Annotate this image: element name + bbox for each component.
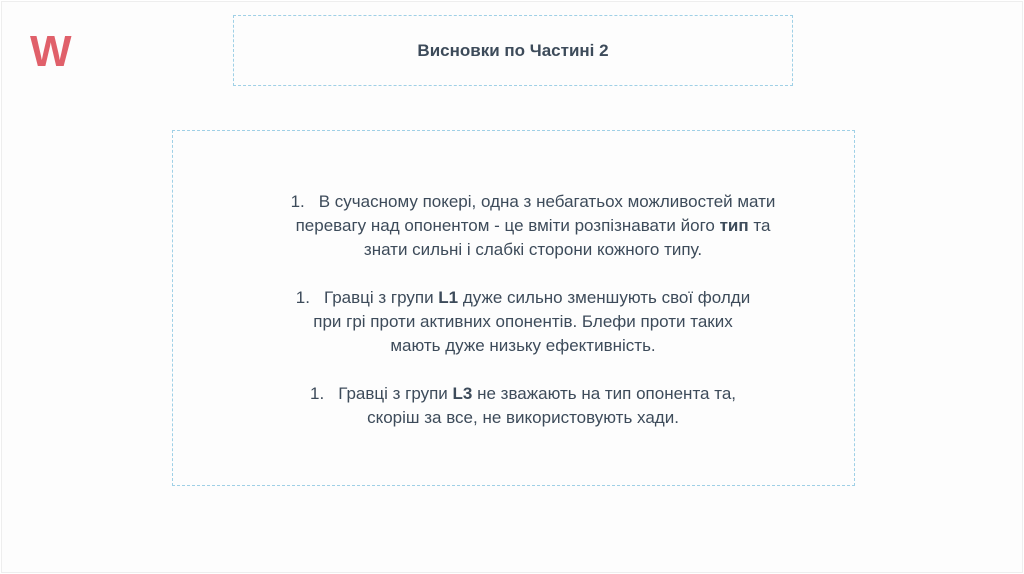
list-item-2-number: 1. (295, 288, 310, 307)
list-item-1-text-2b: та (748, 216, 771, 235)
list-item-1 (233, 190, 833, 262)
list-item-3-keyword: L3 (452, 384, 473, 403)
list-item-3-text-1b: не зважають на тип опонента та, (472, 384, 736, 403)
content-box (172, 130, 855, 486)
list-item-1-text-2a: перевагу над опонентом - це вміти розпізнавати його (295, 216, 720, 235)
list-item-1-line-3: знати сильні і слабкі сторони кожного типу. (363, 240, 703, 259)
slide (1, 1, 1023, 573)
list-item-1-line-1 (233, 190, 833, 214)
list-item-2-line-3: мають дуже низьку ефективність. (390, 336, 656, 355)
list-item-2-line-1 (243, 286, 803, 310)
list-item-3-text-1a: Гравці з групи (338, 384, 453, 403)
logo-w: W (30, 27, 72, 76)
list-item-2-text-1a: Гравці з групи (323, 288, 439, 307)
title-box (233, 15, 793, 86)
list-item-3-line-1 (263, 382, 783, 406)
list-item-1-keyword: тип (719, 216, 749, 235)
list-item-2-text-1b: дуже сильно зменшують свої фолди (458, 288, 751, 307)
list-item-2 (243, 286, 803, 358)
list-item-3-line-2: скоріш за все, не використовують хади. (367, 408, 679, 427)
list-item-1-number: 1. (290, 192, 305, 211)
list-item-1-line-2 (233, 214, 833, 238)
list-item-3 (263, 382, 783, 430)
list-item-2-line-2: при грі проти активних опонентів. Блефи проти таких (313, 312, 733, 331)
list-item-2-keyword: L1 (438, 288, 459, 307)
list-item-1-text-1: В сучасному покері, одна з небагатьох можливостей мати (318, 192, 776, 211)
list-item-3-number: 1. (310, 384, 325, 403)
slide-title: Висновки по Частині 2 (417, 40, 609, 60)
